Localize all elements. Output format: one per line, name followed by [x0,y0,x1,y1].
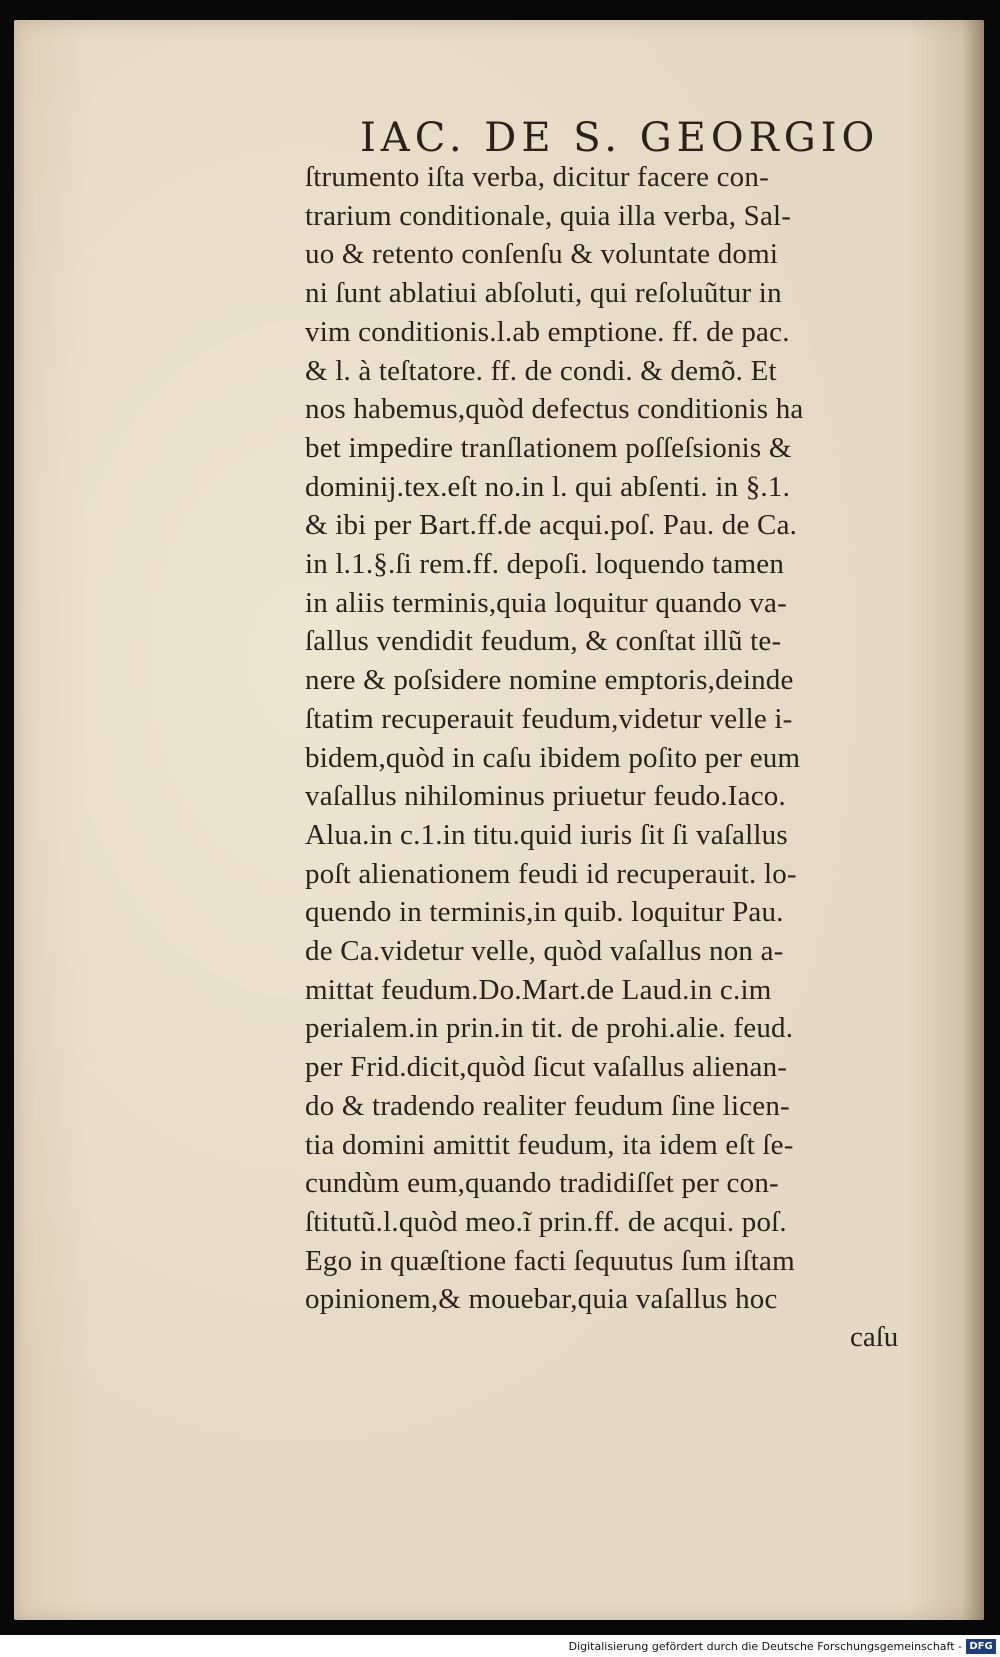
text-line: per Frid.dicit,quòd ſicut vaſallus alienan- [305,1051,788,1084]
text-line: mittat feudum.Do.Mart.de Laud.in c.im [305,973,772,1006]
footer-bar [0,1635,1000,1657]
running-head: IAC. DE S. GEORGIO [360,115,880,161]
text-line: & ibi per Bart.ff.de acqui.poſ. Pau. de Ca. [305,509,798,542]
text-line: vim conditionis.l.ab emptione. ff. de pac. [305,315,790,348]
catchword: caſu [850,1321,899,1353]
text-line: in l.1.§.ſi rem.ff. depoſi. loquendo tamen [305,548,785,581]
text-line: poſt alienationem feudi id recuperauit. lo- [305,857,797,890]
text-line: in aliis terminis,quia loquitur quando va- [305,586,787,619]
text-line: nere & poſsidere nomine emptoris,deinde [305,664,794,697]
text-line: trarium conditionale, quia illa verba, Sal- [305,199,792,232]
text-line: dominij.tex.eſt no.in l. qui abſenti. in §.1. [305,470,791,503]
text-line: vaſallus nihilominus priuetur feudo.Iaco. [305,780,786,813]
text-line: tia domini amittit feudum, ita idem eſt ſe- [305,1128,794,1161]
text-line: quendo in terminis,in quib. loquitur Pau. [305,896,784,929]
text-line: nos habemus,quòd defectus conditionis ha [305,393,804,426]
text-line: ni ſunt ablatiui abſoluti, qui reſoluũtur in [305,277,782,310]
text-line: uo & retento conſenſu & voluntate domi [305,238,779,271]
text-line: do & tradendo realiter feudum ſine licen- [305,1089,790,1122]
page-edge-shadow [962,20,984,1620]
text-line: bet impedire tranſlationem poſſeſsionis & [305,431,792,464]
text-block [305,158,945,1319]
text-line: de Ca.videtur velle, quòd vaſallus non a- [305,935,784,968]
text-line: ſtrumento iſta verba, dicitur facere con- [305,161,769,193]
digitization-note: Digitalisierung gefördert durch die Deutsche Forschungsgemeinschaft - [568,1640,962,1653]
text-line: Alua.in c.1.in titu.quid iuris ſit ſi vaſallus [305,818,788,851]
text-line: Ego in quæſtione facti ſequutus ſum iſtam [305,1244,795,1277]
text-line: bidem,quòd in caſu ibidem poſito per eum [305,741,801,774]
text-line: perialem.in prin.in tit. de prohi.alie. feud. [305,1012,794,1045]
text-line: ſtatim recuperauit feudum,videtur velle i- [305,702,793,735]
text-line: ſtitutũ.l.quòd meo.ĩ prin.ff. de acqui. poſ. [305,1205,787,1238]
dfg-logo-icon: DFG [966,1639,996,1654]
text-line: & l. à teſtatore. ff. de condi. & demõ. Et [305,354,777,387]
text-line: ſallus vendidit feudum, & conſtat illũ te- [305,625,782,658]
text-line: cundùm eum,quando tradidiſſet per con- [305,1167,779,1200]
text-line: opinionem,& mouebar,quia vaſallus hoc [305,1283,778,1316]
